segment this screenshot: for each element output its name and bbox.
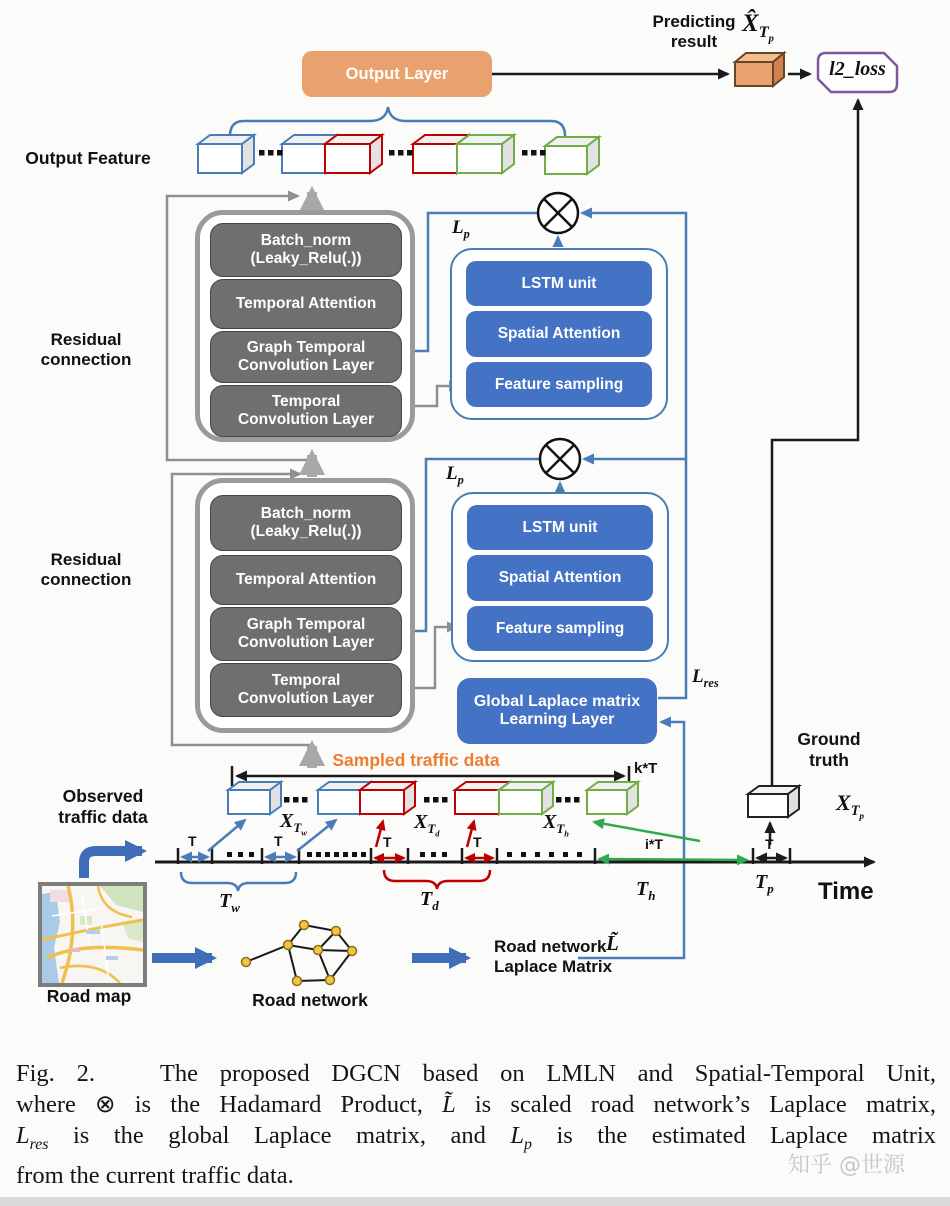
feature-cube-green-2 (545, 137, 599, 174)
feature-cube-green-1 (457, 135, 514, 173)
label-x-tw: $X_{T_w}$ (280, 810, 307, 838)
road-map-image (38, 882, 147, 987)
hadamard-product-2 (540, 439, 580, 479)
time-axis-label: Time (818, 878, 874, 905)
sample-cube-red-1 (360, 782, 415, 814)
lstm-unit-2: LSTM unit (467, 505, 653, 550)
residual-label-1: Residual connection (40, 330, 132, 369)
td-brace (384, 870, 490, 889)
spatial-temporal-unit-2 (451, 492, 669, 662)
l2-loss-label: l2_loss (829, 58, 886, 80)
lstm-unit-1: LSTM unit (466, 261, 652, 306)
label-ltilde: L̃ (606, 931, 619, 955)
ground-truth-label: Ground truth (797, 729, 861, 770)
tw-brace (181, 872, 296, 891)
spatial-temporal-unit-1 (450, 248, 668, 420)
label-t-4: T (473, 834, 482, 850)
output-layer-box (302, 51, 492, 97)
ground-truth-cube (748, 786, 799, 817)
ellipsis-dots-2 (522, 150, 546, 156)
label-lp-1: $L_p$ (452, 217, 470, 241)
label-t-3: T (383, 834, 392, 850)
label-lres: $L_{res}$ (692, 666, 719, 690)
temporal-conv-layer-1: Temporal Convolution Layer (210, 385, 402, 437)
feature-sampling-1: Feature sampling (466, 362, 652, 407)
sample-cube-green-1 (499, 782, 553, 814)
predicting-result-label (646, 12, 742, 51)
sample-arrows-blue (208, 820, 336, 851)
label-lp-2: $L_p$ (446, 463, 464, 487)
ltilde-path (578, 722, 684, 958)
observed-traffic-label: Observed traffic data (58, 786, 148, 827)
st-block-2 (195, 478, 415, 733)
label-tp: $T_p$ (755, 871, 774, 896)
output-feature-brace (230, 107, 565, 136)
caption-line-2: where ⊗ is the Hadamard Product, L̃ is scaled road network’s Laplace matrix, (16, 1091, 937, 1118)
residual-label-2: Residual connection (40, 550, 132, 589)
hadamard-product-1 (538, 193, 578, 233)
global-laplace-learning-layer: Global Laplace matrix Learning Layer (457, 678, 657, 744)
caption-line-3: $L_{res}$ is the global Laplace matrix, and $L_p$ is the estimated Laplace matrix (16, 1122, 937, 1153)
road-network-laplace-label: Road network Laplace Matrix (494, 937, 613, 977)
prediction-cube (735, 53, 784, 86)
ellipsis-dots-4 (424, 797, 448, 803)
feature-cube-red-1 (325, 135, 382, 173)
observed-data-arrow (84, 851, 142, 878)
sampled-traffic-label: Sampled traffic data (332, 750, 500, 770)
caption-line-1: Fig. 2. The proposed DGCN based on LMLN and Spatial-Temporal Unit, (16, 1060, 937, 1087)
label-x-th: $X_{T_h}$ (543, 811, 569, 839)
label-td: $T_d$ (420, 888, 439, 913)
sample-cube-green-2 (587, 782, 638, 814)
road-network-label: Road network (252, 990, 368, 1010)
timeline-dots-1 (307, 852, 366, 857)
predicting-line1: Predicting (652, 12, 736, 31)
ellipsis-dots-5 (556, 797, 580, 803)
st-block-1 (195, 210, 415, 442)
temporal-conv-layer-2: Temporal Convolution Layer (210, 663, 402, 717)
temporal-attention-layer-2: Temporal Attention (210, 555, 402, 605)
batch-norm-layer-1: Batch_norm (Leaky_Relu(.)) (210, 223, 402, 277)
label-xhat-tp: $X̂_{T_p}$ (742, 10, 774, 45)
output-feature-label: Output Feature (25, 148, 151, 168)
sample-arrow-green (594, 822, 747, 860)
spatial-attention-1: Spatial Attention (466, 311, 652, 357)
graph-temporal-conv-layer-1: Graph Temporal Convolution Layer (210, 331, 402, 383)
predicting-line2: result (670, 31, 718, 51)
label-t-5: T (765, 836, 774, 852)
timeline-dots-0 (227, 852, 254, 857)
sample-cube-blue-1 (228, 782, 281, 814)
feature-cube-blue-1 (198, 135, 254, 173)
road-network-graph (242, 921, 357, 986)
label-x-td: $X_{T_d}$ (414, 811, 440, 839)
ellipsis-dots-1 (389, 150, 413, 156)
label-kt: k*T (634, 760, 658, 777)
spatial-attention-2: Spatial Attention (467, 555, 653, 601)
label-tw: $T_w$ (219, 890, 240, 915)
road-map-label: Road map (46, 986, 132, 1006)
timeline-dots-3 (507, 852, 582, 857)
graph-temporal-conv-layer-2: Graph Temporal Convolution Layer (210, 607, 402, 661)
watermark: 知乎 @世源 (788, 1153, 905, 1178)
batch-norm-layer-2: Batch_norm (Leaky_Relu(.)) (210, 495, 402, 551)
label-it: i*T (645, 836, 663, 852)
label-t-2: T (274, 833, 283, 849)
caption-line-4: from the current traffic data. (16, 1161, 294, 1189)
label-th: $T_h$ (636, 878, 656, 903)
label-t-1: T (188, 833, 197, 849)
feature-sampling-2: Feature sampling (467, 606, 653, 651)
road-map-graphic (42, 886, 143, 983)
ellipsis-dots-0 (259, 150, 283, 156)
label-x-tp: $X_{T_p}$ (836, 790, 865, 823)
timeline-dots-2 (420, 852, 447, 857)
ellipsis-dots-3 (284, 797, 308, 803)
bottom-strip (0, 1197, 950, 1206)
temporal-attention-layer-1: Temporal Attention (210, 279, 402, 329)
output-layer-label: Output Layer (345, 64, 449, 83)
